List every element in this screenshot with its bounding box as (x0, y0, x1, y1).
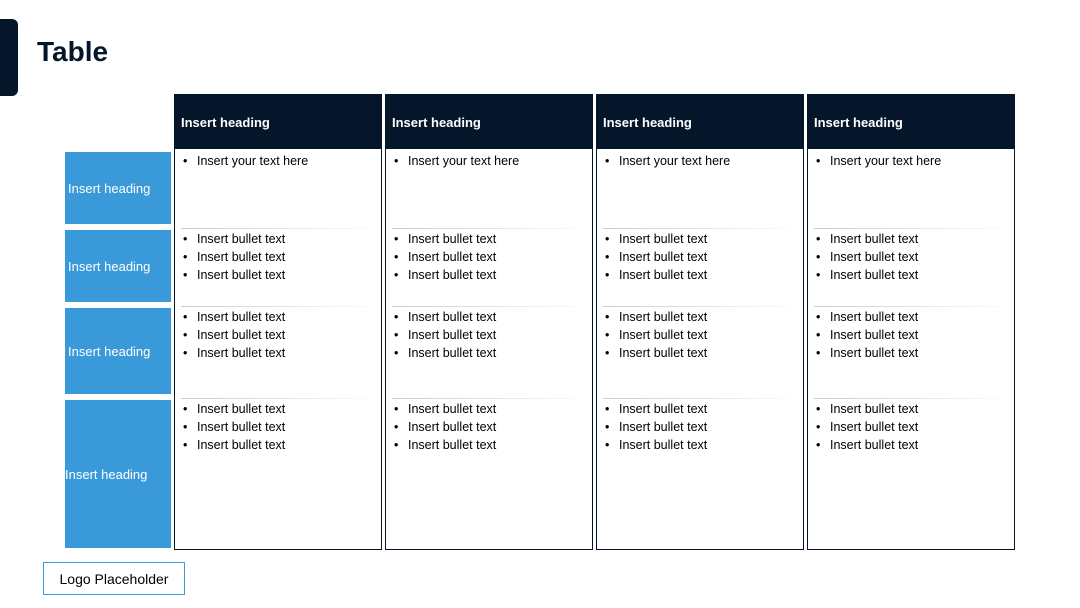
list-item: • Insert bullet text (392, 267, 586, 285)
list-item: • Insert bullet text (392, 437, 586, 455)
row-divider (603, 228, 789, 229)
table-cell (603, 231, 797, 284)
list-item: • Insert bullet text (814, 267, 1008, 285)
list-item: • Insert bullet text (814, 327, 1008, 345)
column-heading: Insert heading (175, 95, 381, 149)
table-cell (181, 153, 375, 171)
list-item: • Insert bullet text (603, 345, 797, 363)
row-divider (603, 306, 789, 307)
table-cell (814, 309, 1008, 362)
list-item: • Insert bullet text (603, 249, 797, 267)
list-item: • Insert bullet text (181, 401, 375, 419)
table-cell (181, 309, 375, 362)
list-item: • Insert bullet text (181, 345, 375, 363)
list-item: • Insert bullet text (392, 401, 586, 419)
page-title: Table (37, 36, 109, 67)
table-cell (603, 401, 797, 454)
logo-placeholder: Logo Placeholder (43, 562, 185, 595)
list-item: • Insert bullet text (181, 267, 375, 285)
list-item: • Insert bullet text (603, 437, 797, 455)
row-divider (392, 228, 578, 229)
list-item: • Insert bullet text (181, 309, 375, 327)
column-heading: Insert heading (597, 95, 803, 149)
row-divider (392, 398, 578, 399)
list-item: • Insert bullet text (603, 419, 797, 437)
list-item: • Insert bullet text (392, 309, 586, 327)
table-column-4 (807, 94, 1015, 550)
list-item: • Insert bullet text (392, 231, 586, 249)
table-cell (814, 153, 1008, 171)
table-cell (392, 231, 586, 284)
table-cell (814, 401, 1008, 454)
list-item: • Insert bullet text (814, 309, 1008, 327)
table-cell (603, 309, 797, 362)
list-item: • Insert bullet text (392, 419, 586, 437)
list-item: • Insert bullet text (181, 437, 375, 455)
list-item: • Insert your text here (181, 153, 375, 171)
list-item: • Insert bullet text (814, 437, 1008, 455)
list-item: • Insert bullet text (181, 327, 375, 345)
table-cell (181, 401, 375, 454)
list-item: • Insert bullet text (814, 419, 1008, 437)
list-item: • Insert bullet text (603, 401, 797, 419)
list-item: • Insert your text here (392, 153, 586, 171)
row-divider (603, 398, 789, 399)
list-item: • Insert bullet text (392, 327, 586, 345)
list-item: • Insert bullet text (814, 249, 1008, 267)
table-cell (603, 153, 797, 171)
table-cell (814, 231, 1008, 284)
row-divider (181, 398, 367, 399)
table-column-1 (174, 94, 382, 550)
row-divider (814, 228, 1000, 229)
list-item: • Insert bullet text (392, 345, 586, 363)
list-item: • Insert bullet text (603, 309, 797, 327)
list-item: • Insert bullet text (181, 249, 375, 267)
row-divider (181, 306, 367, 307)
list-item: • Insert your text here (814, 153, 1008, 171)
row-header-4: Insert heading (65, 400, 171, 548)
list-item: • Insert bullet text (181, 419, 375, 437)
row-header-2: Insert heading (65, 230, 171, 302)
column-heading: Insert heading (808, 95, 1014, 149)
table-cell (181, 231, 375, 284)
table-cell (392, 401, 586, 454)
row-divider (392, 306, 578, 307)
list-item: • Insert bullet text (814, 345, 1008, 363)
list-item: • Insert bullet text (181, 231, 375, 249)
row-header-1: Insert heading (65, 152, 171, 224)
row-divider (814, 306, 1000, 307)
row-divider (814, 398, 1000, 399)
list-item: • Insert bullet text (603, 327, 797, 345)
row-divider (181, 228, 367, 229)
list-item: • Insert bullet text (814, 401, 1008, 419)
list-item: • Insert bullet text (392, 249, 586, 267)
list-item: • Insert your text here (603, 153, 797, 171)
title-accent-tab (0, 19, 18, 96)
table-cell (392, 309, 586, 362)
table-cell (392, 153, 586, 171)
row-header-3: Insert heading (65, 308, 171, 394)
column-heading: Insert heading (386, 95, 592, 149)
list-item: • Insert bullet text (814, 231, 1008, 249)
list-item: • Insert bullet text (603, 267, 797, 285)
table-column-2 (385, 94, 593, 550)
list-item: • Insert bullet text (603, 231, 797, 249)
table-column-3 (596, 94, 804, 550)
